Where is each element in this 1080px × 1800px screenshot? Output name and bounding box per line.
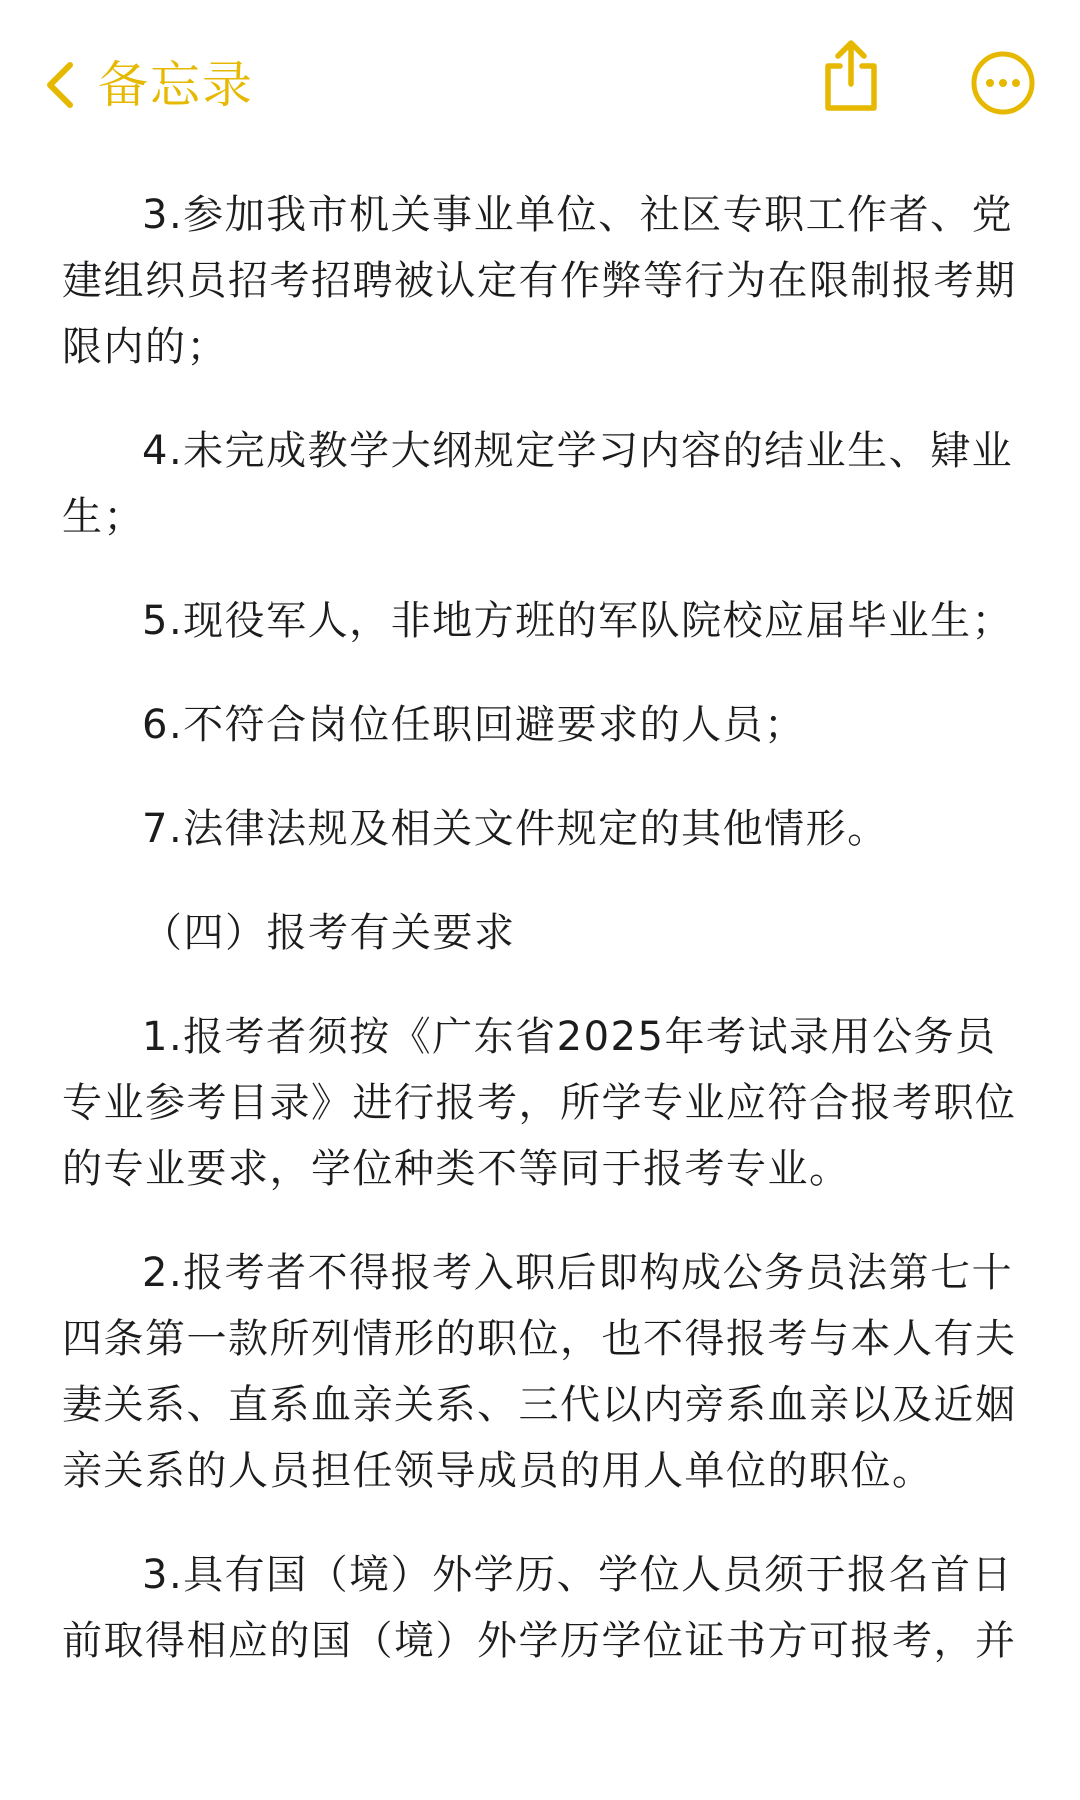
paragraph-item-6: 6.不符合岗位任职回避要求的人员； [142, 702, 806, 748]
requirement-3: 3.具有国（境）外学历、学位人员须于报名首日前取得相应的国（境）外学历学位证书方可报考，并 [62, 1552, 1017, 1664]
paragraph-item-3: 3.参加我市机关事业单位、社区专职工作者、党建组织员招考招聘被认定有作弊等行为在限制报考期限内的； [62, 192, 1017, 370]
share-icon[interactable] [818, 38, 884, 114]
paragraph-item-7: 7.法律法规及相关文件规定的其他情形。 [142, 806, 889, 852]
chevron-left-icon [40, 55, 80, 115]
requirement-1: 1.报考者须按《广东省2025年考试录用公务员专业参考目录》进行报考，所学专业应符合报考职位的专业要求，学位种类不等同于报考专业。 [62, 1014, 1017, 1192]
paragraph-item-5: 5.现役军人，非地方班的军队院校应届毕业生； [142, 598, 1014, 644]
requirement-2: 2.报考者不得报考入职后即构成公务员法第七十四条第一款所列情形的职位，也不得报考与本人有夫妻关系、直系血亲关系、三代以内旁系血亲以及近姻亲关系的人员担任领导成员的用人单位的职位。 [62, 1250, 1017, 1494]
back-label: 备忘录 [98, 56, 254, 114]
note-content[interactable] [62, 182, 1024, 1674]
ellipsis-circle-icon[interactable] [970, 50, 1036, 116]
paragraph-item-4: 4.未完成教学大纲规定学习内容的结业生、肄业生； [62, 428, 1014, 540]
back-button[interactable] [40, 50, 254, 120]
section-heading: （四）报考有关要求 [142, 910, 516, 956]
navigation-bar [0, 0, 1080, 160]
